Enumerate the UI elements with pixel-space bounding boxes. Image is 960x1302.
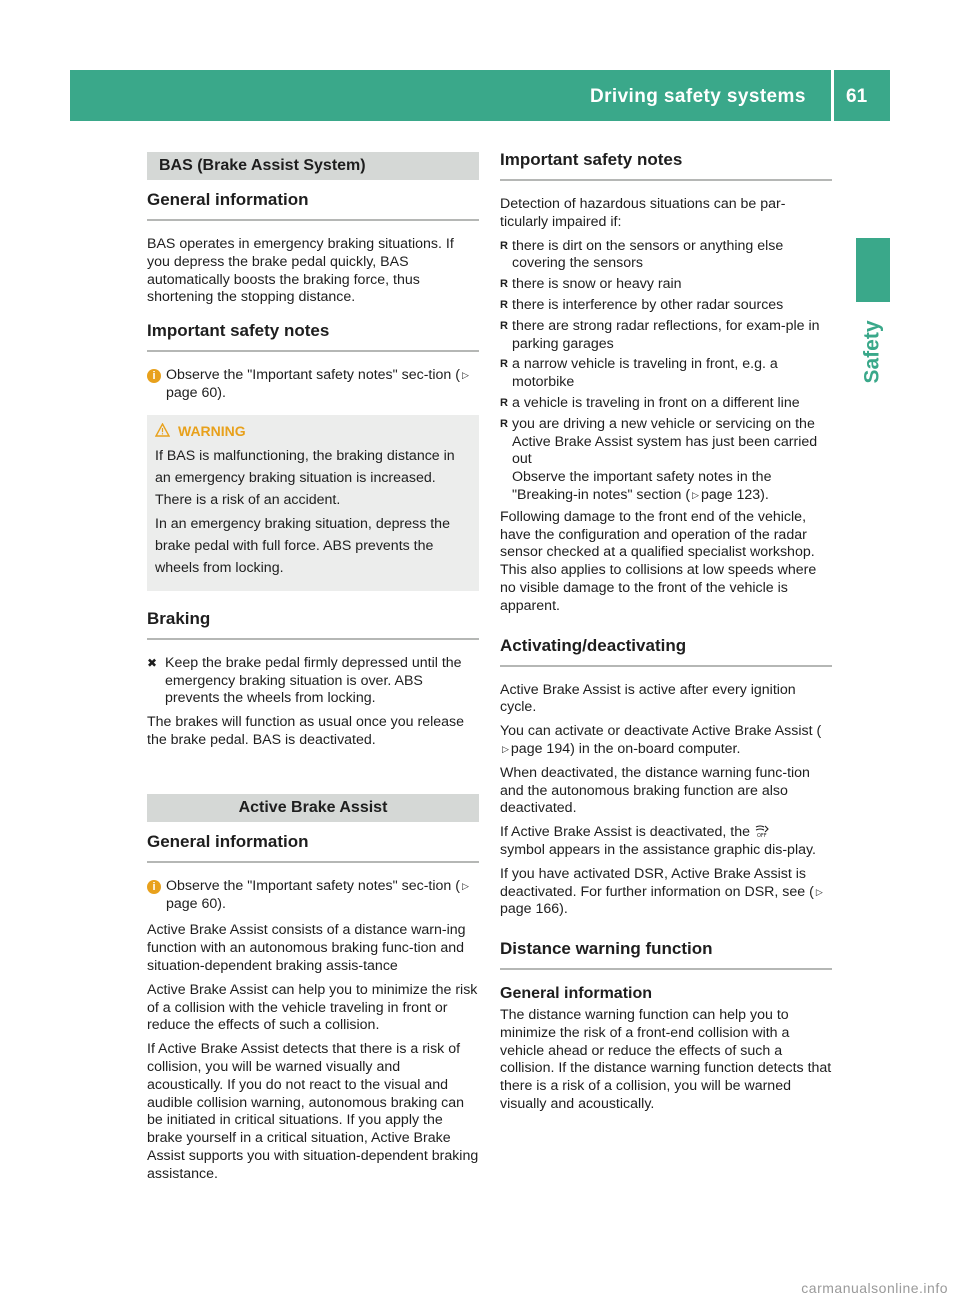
- paragraph: If you have activated DSR, Active Brake Assist is deactivated. For further information on DSR, see ( ▷page 166).: [500, 865, 823, 918]
- section-band-active-brake-assist: Active Brake Assist: [147, 794, 479, 822]
- subheading-general-information: General information: [500, 985, 653, 1003]
- side-tab-label: Safety: [861, 320, 884, 384]
- page-number: 61: [846, 86, 868, 107]
- warning-triangle-icon: [155, 423, 170, 440]
- page-reference-link[interactable]: page 194) in the on-board computer.: [510, 740, 741, 757]
- heading-general-information: General information: [147, 190, 479, 221]
- step-arrow-icon: ✖: [147, 655, 158, 670]
- paragraph: Active Brake Assist is active after every ignition cycle.: [500, 681, 796, 716]
- right-column: [500, 150, 832, 1120]
- heading-activating-deactivating: Activating/deactivating: [500, 636, 832, 667]
- paragraph: If Active Brake Assist is deactivated, the OFF symbol appears in the assistance graphic dis-play.: [500, 824, 816, 858]
- page-reference-link[interactable]: page 166).: [500, 901, 568, 918]
- info-note: i Observe the "Important safety notes" sec-tion ( ▷page 60).: [147, 367, 479, 403]
- warning-box: [147, 415, 479, 591]
- page-reference-link[interactable]: page 60).: [166, 384, 226, 401]
- list-item: R there is snow or heavy rain: [500, 276, 682, 293]
- heading-important-safety-notes: Important safety notes: [500, 150, 832, 181]
- list-item: R a vehicle is traveling in front on a different line: [500, 394, 800, 411]
- paragraph: When deactivated, the distance warning func-tion and the autonomous braking function are also deactivated.: [500, 764, 810, 817]
- page-section-title: Driving safety systems: [590, 86, 806, 107]
- list-item: R a narrow vehicle is traveling in front, e.g. a motorbike: [500, 356, 778, 391]
- heading-braking: Braking: [147, 609, 479, 640]
- page-reference-arrow-icon: ▷: [461, 370, 469, 381]
- list-item: R there are strong radar reflections, for exam-ple in parking garages: [500, 317, 820, 352]
- page-reference-arrow-icon: ▷: [461, 880, 469, 891]
- paragraph: Detection of hazardous situations can be par-ticularly impaired if:: [500, 196, 786, 230]
- watermark: carmanualsonline.info: [801, 1280, 948, 1296]
- warning-title: WARNING: [178, 423, 246, 440]
- page-reference-arrow-icon: ▷: [502, 743, 509, 754]
- paragraph: You can activate or deactivate Active Brake Assist (▷ page 194) in the on-board computer.: [500, 723, 822, 757]
- brake-assist-off-icon: [754, 824, 770, 838]
- bullet-list: [500, 238, 832, 505]
- heading-distance-warning-function: Distance warning function: [500, 939, 832, 970]
- heading-important-safety-notes: Important safety notes: [147, 321, 479, 352]
- side-tab: [856, 238, 890, 302]
- paragraph: The brakes will function as usual once you release the brake pedal. BAS is deactivated.: [147, 714, 465, 748]
- warning-text: In an emergency braking situation, depress the brake pedal with full force. ABS prevents the wheels from locking.: [155, 515, 450, 576]
- header-divider: [831, 70, 834, 121]
- paragraph: BAS operates in emergency braking situations. If you depress the brake pedal quickly, BAS automatically boosts the braking force, thus shortening the stopping distance.: [147, 236, 454, 306]
- paragraph: If Active Brake Assist detects that there is a risk of collision, you will be warned visually and acoustically. If you do not react to the visual and audible collision warning, autonomous braking can be initiated in critical situations. If you apply the brake yourself in a critical situation, Active Brake Assist supports you with situation-dependent braking assistance.: [147, 1041, 479, 1182]
- page-reference-link[interactable]: page 60).: [166, 895, 226, 912]
- paragraph: The distance warning function can help you to minimize the risk of a front-end collision with a vehicle ahead or reduce the effects of such a collision. If the distance warning function detects that there is a risk of a collision, you will be warned visually and acoustically.: [500, 1007, 832, 1113]
- heading-general-information: General information: [147, 832, 479, 863]
- section-band-bas: BAS (Brake Assist System): [147, 152, 479, 180]
- paragraph: Active Brake Assist can help you to minimize the risk of a collision with the vehicle traveling in front or reduce the effects of such a collision.: [147, 981, 478, 1034]
- list-item: R there is interference by other radar sources: [500, 296, 784, 313]
- paragraph: Active Brake Assist consists of a distance warn-ing function with an autonomous braking func-tion and situation-dependent braking assis-tance: [147, 922, 466, 974]
- paragraph: Following damage to the front end of the vehicle, have the configuration and operation of the radar sensor checked at a qualified specialist workshop. This also applies to collisions at low speeds where no visible damage to the front of the vehicle is apparent.: [500, 508, 817, 614]
- page-reference-arrow-icon: ▷: [692, 489, 699, 500]
- list-item: R you are driving a new vehicle or servicing on the Active Brake Assist system has just been carried out Observe the important safety notes in the "Breaking-in notes" section ( ▷ page 123).: [500, 415, 818, 503]
- page-reference-arrow-icon: ▷: [815, 886, 823, 897]
- page-reference-link[interactable]: page 123).: [700, 486, 769, 503]
- instruction-step: ✖ Keep the brake pedal firmly depressed until the emergency braking situation is over. ABS prevents the wheels from locking.: [147, 654, 462, 707]
- warning-text: If BAS is malfunctioning, the braking distance in an emergency braking situation is increased. There is a risk of an accident.: [155, 447, 455, 508]
- info-icon: i: [147, 880, 161, 894]
- left-column: [147, 152, 479, 1190]
- svg-text:OFF: OFF: [756, 833, 767, 839]
- list-item: R there is dirt on the sensors or anything else covering the sensors: [500, 237, 784, 272]
- info-note: i Observe the "Important safety notes" sec-tion ( ▷page 60).: [147, 878, 479, 914]
- info-icon: i: [147, 369, 161, 383]
